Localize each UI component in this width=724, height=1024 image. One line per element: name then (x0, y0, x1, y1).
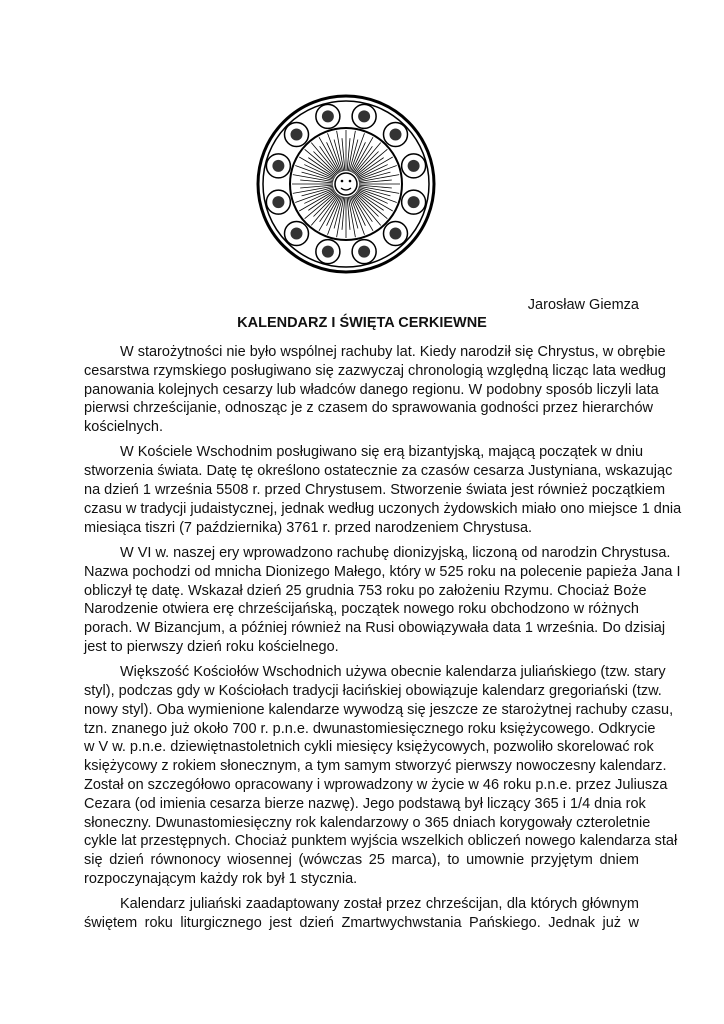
text-line: Narodzenie otwiera erę chrześcijańską, początek nowego roku obchodzono w różnych (84, 601, 639, 618)
zodiac-sign-icon (358, 110, 370, 122)
text-line: styl), podczas gdy w Kościołach tradycji łacińskiej obowiązuje kalendarz gregoriański (tzw. (84, 683, 662, 700)
document-title (0, 314, 724, 332)
text-line: księżycowy z rokiem słonecznym, a tym samym stworzyć pierwszy nowoczesny kalendarz. (84, 758, 667, 775)
document-title-text: KALENDARZ I ŚWIĘTA CERKIEWNE (237, 315, 487, 331)
text-line: czasu w tradycji judaistycznej, jednak według uczonych żydowskich miało ono miejsce 1 dnia (84, 500, 682, 517)
text-line: porach. W Bizancjum, a później również na Rusi obowiązywała data 1 września. Do dzisiaj (84, 620, 666, 637)
text-line: stworzenia świata. Datę tę określono ostatecznie za czasów cesarza Justyniana, wskazując (84, 463, 673, 480)
text-line: obliczył tę datę. Wskazał dzień 25 grudnia 753 roku po założeniu Rzymu. Chociaż Boże (84, 582, 647, 599)
text-line: W starożytności nie było wspólnej rachuby lat. Kiedy narodził się Chrystus, w obrębie (120, 344, 666, 360)
text-line: Kalendarz juliański zaadaptowany został przez chrześcijan, dla których głównym (120, 896, 639, 913)
zodiac-sign-icon (389, 227, 401, 239)
text-line: słoneczny. Dwunastomiesięczny rok kalendarzowy o 365 dniach korygowały czteroletnie (84, 814, 651, 831)
zodiac-sign-icon (272, 196, 284, 208)
text-line: nowy styl). Oba wymienione kalendarze wywodzą się jeszcze ze starożytnej rachuby czasu, (84, 701, 674, 718)
paragraph (84, 895, 639, 933)
text-line: jest to pierwszy dzień roku kościelnego. (84, 638, 339, 655)
document-body (84, 343, 682, 939)
text-line: Został on szczegółowo opracowany i wprowadzony w życie w 46 roku p.n.e. przez Juliusza (84, 777, 668, 794)
text-line: w V w. p.n.e. dziewiętnastoletnich cykli miesięcy księżycowych, pozwoliło skorelować rok (84, 739, 654, 756)
text-line: na dzień 1 września 5508 r. przed Chrystusem. Stworzenie świata jest również początkiem (84, 482, 666, 499)
text-line: Cezara (od imienia cesarza bierze nazwę). Jego podstawą był liczący 365 i 1/4 dnia rok (84, 795, 646, 812)
paragraph (84, 544, 681, 657)
text-line: tzn. znanego już około 700 r. p.n.e. dwunastomiesięcznego roku księżycowego. Odkrycie (84, 720, 656, 737)
text-line: panowania kolejnych cesarzy lub władców danego regionu. W podobny sposób liczyli lata (84, 381, 659, 398)
text-line: miesiąca tiszri (7 października) 3761 r. przed narodzeniem Chrystusa. (84, 519, 533, 536)
text-line: Nazwa pochodzi od mnicha Dionizego Małego, który w 525 roku na polecenie papieża Jana I (84, 563, 681, 580)
zodiac-sign-icon (322, 110, 334, 122)
text-line: się dzień równonocy wiosennej (wówczas 25 marca), to umownie przyjętym dniem (84, 852, 639, 869)
zodiac-sun-emblem (256, 94, 436, 274)
zodiac-sign-icon (322, 246, 334, 258)
zodiac-sign-icon (272, 160, 284, 172)
text-line: W Kościele Wschodnim posługiwano się erą bizantyjską, mającą początek w dniu (120, 444, 644, 461)
author-name: Jarosław Giemza (527, 297, 639, 313)
text-line: pierwsi chrześcijanie, odnosząc je z czasem do sprawowania godności przez hierarchów (84, 400, 653, 417)
text-line: rozpoczynającym każdy rok był 1 stycznia. (84, 871, 358, 888)
text-line: kościelnych. (84, 419, 163, 436)
zodiac-sign-icon (389, 129, 401, 141)
paragraph (84, 443, 682, 537)
text-line: cesarstwa rzymskiego posługiwano się zazwyczaj chronologią względną licząc lata według (84, 362, 666, 379)
text-line: cykle lat przestępnych. Chociaż punktem wyjścia wszelkich obliczeń nowego kalendarza stał (84, 833, 678, 850)
text-line: Większość Kościołów Wschodnich używa obecnie kalendarza juliańskiego (tzw. stary (120, 664, 666, 681)
text-line: świętem roku liturgicznego jest dzień Zmartwychwstania Pańskiego. Jednak już w (84, 915, 639, 932)
zodiac-sign-icon (291, 129, 303, 141)
paragraph (84, 343, 666, 437)
zodiac-sign-icon (408, 160, 420, 172)
text-line: W VI w. naszej ery wprowadzono rachubę dionizyjską, liczoną od narodzin Chrystusa. (120, 544, 671, 561)
paragraph (84, 663, 678, 889)
zodiac-sign-icon (291, 227, 303, 239)
zodiac-sign-icon (358, 246, 370, 258)
zodiac-sign-icon (408, 196, 420, 208)
